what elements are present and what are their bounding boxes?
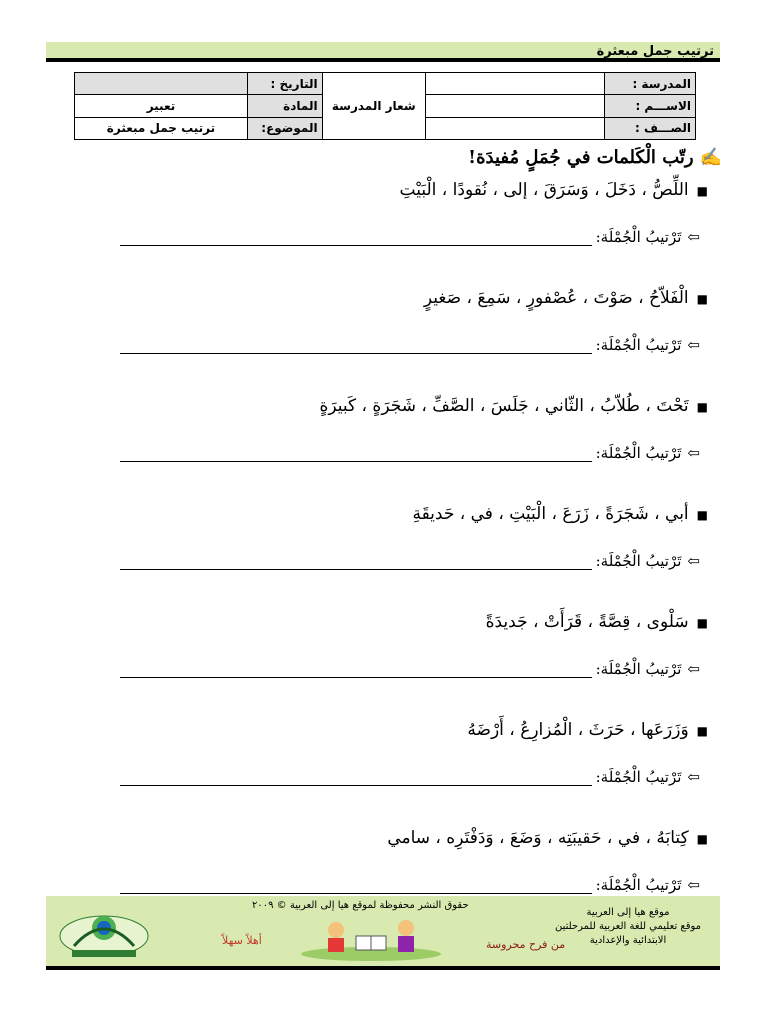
arrow-left-icon: ⇦ — [687, 660, 700, 678]
scrambled-words: سَلْوى ، قِصَّةً ، قَرَأَتْ ، جَديدَةً — [485, 612, 689, 632]
question-words — [400, 180, 709, 200]
question-words — [387, 828, 708, 848]
answer-row — [120, 444, 700, 462]
footer — [46, 896, 720, 970]
question-words — [467, 720, 708, 740]
answer-label: تَرْتيبُ الْجُمْلَة: — [595, 876, 682, 894]
bullet-icon: ■ — [696, 184, 708, 198]
subject-label: المادة — [247, 95, 322, 117]
answer-label: تَرْتيبُ الْجُمْلَة: — [595, 660, 682, 678]
reading-children-illustration — [296, 914, 446, 962]
class-field[interactable] — [425, 117, 604, 139]
arrow-left-icon: ⇦ — [687, 444, 700, 462]
instruction — [468, 147, 722, 168]
bullet-icon: ■ — [696, 724, 708, 738]
scrambled-words: وَزَرَعَها ، حَرَثَ ، الْمُزارِعُ ، أَرْضَهُ — [467, 720, 689, 740]
site-logo — [54, 902, 154, 962]
school-label: المدرسة : — [604, 73, 695, 95]
page-title: ترتيب جمل مبعثرة — [596, 44, 714, 59]
site-line-3: الابتدائية والإعدادية — [589, 935, 667, 946]
answer-row — [120, 228, 700, 246]
date-label: التاريخ : — [247, 73, 322, 95]
answer-line[interactable] — [120, 231, 592, 246]
answer-line[interactable] — [120, 555, 592, 570]
student-info-table — [74, 72, 696, 140]
bullet-icon: ■ — [696, 508, 708, 522]
answer-label: تَرْتيبُ الْجُمْلَة: — [595, 336, 682, 354]
page-title-bar — [46, 42, 720, 62]
scrambled-words: كِتابَهُ ، في ، حَقيبَتِه ، وَضَعَ ، وَدَفْتَرِه ، سامي — [387, 828, 689, 848]
instruction-text: رتّب الْكَلمات في جُمَلٍ مُفيدَة! — [468, 147, 694, 168]
bullet-icon: ■ — [696, 616, 708, 630]
arrow-left-icon: ⇦ — [687, 768, 700, 786]
bullet-icon: ■ — [696, 400, 708, 414]
name-field[interactable] — [425, 95, 604, 117]
answer-line[interactable] — [120, 663, 592, 678]
arrow-left-icon: ⇦ — [687, 336, 700, 354]
subject-value: تعبير — [75, 95, 248, 117]
answer-row — [120, 768, 700, 786]
scrambled-words: اللِّصُّ ، دَخَلَ ، وَسَرَقَ ، إلى ، نُقودًا ، الْبَيْتِ — [399, 180, 689, 200]
answer-row — [120, 876, 700, 894]
date-field[interactable] — [75, 73, 248, 95]
scrambled-words: تَحْتَ ، طُلاّبُ ، الثّاني ، جَلَسَ ، الصَّفِّ ، شَجَرَةٍ ، كَبيرَةٍ — [319, 396, 689, 416]
scrambled-words: أبي ، شَجَرَةً ، زَرَعَ ، الْبَيْتِ ، في ، حَديقَةِ — [412, 504, 689, 524]
answer-line[interactable] — [120, 879, 592, 894]
writing-hand-icon: ✍ — [699, 147, 722, 168]
arrow-left-icon: ⇦ — [687, 228, 700, 246]
slogan-right: من فرح محروسة — [486, 938, 566, 951]
scrambled-words: الْفَلاّحُ ، صَوْتَ ، عُصْفورٍ ، سَمِعَ ، صَغيرٍ — [423, 288, 689, 308]
bullet-icon: ■ — [696, 832, 708, 846]
site-line-1: موقع هيا إلى العربية — [586, 907, 670, 918]
answer-label: تَرْتيبُ الْجُمْلَة: — [595, 768, 682, 786]
name-label: الاســـم : — [604, 95, 695, 117]
question-words — [320, 396, 709, 416]
school-logo-cell: شعار المدرسة — [322, 73, 425, 140]
topic-label: الموضوع: — [247, 117, 322, 139]
answer-row — [120, 660, 700, 678]
answer-label: تَرْتيبُ الْجُمْلَة: — [595, 444, 682, 462]
slogan-left: أهلاً سهلاً — [222, 934, 262, 947]
school-field[interactable] — [425, 73, 604, 95]
answer-line[interactable] — [120, 447, 592, 462]
arrow-left-icon: ⇦ — [687, 552, 700, 570]
class-label: الصـــف : — [604, 117, 695, 139]
arrow-left-icon: ⇦ — [687, 876, 700, 894]
site-description — [548, 906, 708, 948]
topic-value: ترتيب جمل مبعثرة — [75, 117, 248, 139]
answer-row — [120, 552, 700, 570]
answer-label: تَرْتيبُ الْجُمْلَة: — [595, 228, 682, 246]
question-words — [424, 288, 708, 308]
answer-line[interactable] — [120, 339, 592, 354]
answer-label: تَرْتيبُ الْجُمْلَة: — [595, 552, 682, 570]
site-line-2: موقع تعليمي للغة العربية للمرحلتين — [554, 921, 702, 932]
question-words — [486, 612, 708, 632]
question-words — [412, 504, 708, 524]
copyright-text: حقوق النشر محفوظة لموقع هيا إلى العربية © ٢٠٠٩ — [252, 900, 469, 911]
answer-line[interactable] — [120, 771, 592, 786]
bullet-icon: ■ — [696, 292, 708, 306]
answer-row — [120, 336, 700, 354]
